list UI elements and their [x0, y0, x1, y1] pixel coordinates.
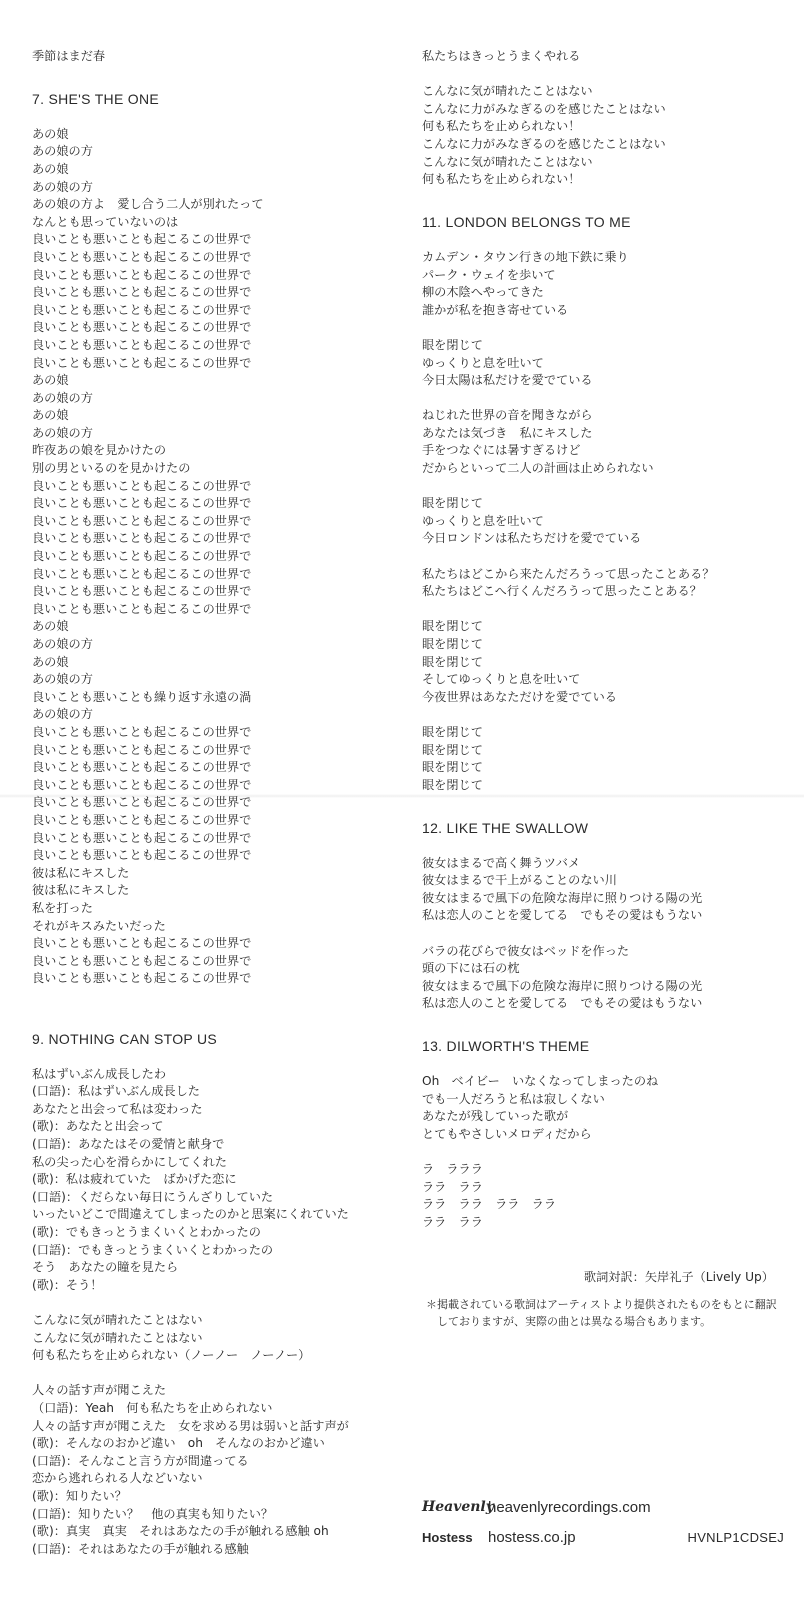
- stanza-gap: [422, 548, 782, 566]
- stanza-gap: [422, 478, 782, 496]
- lyric-line: あの娘の方: [32, 179, 93, 194]
- lyric-line: 良いことも悪いことも起こるこの世界で: [32, 953, 252, 968]
- lyric-line: 良いことも悪いことも起こるこの世界で: [32, 302, 252, 317]
- lyric-line: パーク・ウェイを歩いて: [422, 267, 556, 282]
- lyric-line: ねじれた世界の音を聞きながら: [422, 408, 593, 423]
- lyric-line: 良いことも悪いことも起こるこの世界で: [32, 531, 252, 546]
- lyric-line: こんなに気が晴れたことはない: [422, 84, 593, 99]
- lyric-line: 良いことも悪いことも起こるこの世界で: [32, 777, 252, 792]
- stanza-gap: [32, 1365, 402, 1383]
- lyric-line: 今夜世界はあなただけを愛でている: [422, 689, 617, 704]
- lyric-line: 眼を閉じて: [422, 724, 483, 739]
- lyric-line: なんとも思っていないのは: [32, 214, 179, 229]
- lyric-line: ララ ララ: [422, 1214, 483, 1229]
- lyric-line: あの娘の方: [32, 425, 93, 440]
- lyric-line: 恋から逃れられる人などいない: [32, 1471, 203, 1486]
- stanza-gap: [422, 925, 782, 943]
- lyric-line: 良いことも悪いことも起こるこの世界で: [32, 812, 252, 827]
- lyric-line: あなたと出会って私は変わった: [32, 1101, 203, 1116]
- heavenly-url[interactable]: heavenlyrecordings.com: [488, 1498, 651, 1516]
- lyric-line: あの娘の方: [32, 637, 93, 651]
- lyric-line: 私は恋人のことを愛してる でもその愛はもうない: [422, 996, 703, 1011]
- stanza-gap: [422, 1143, 782, 1161]
- lyric-line: 良いことも悪いことも起こるこの世界で: [32, 355, 252, 370]
- lyric-line: (口語)：あなたはその愛情と献身で: [32, 1137, 225, 1152]
- song-title: 12. LIKE THE SWALLOW: [422, 819, 589, 836]
- hostess-row: [422, 1522, 784, 1552]
- lyric-line: ラ ラララ: [422, 1162, 483, 1177]
- lyric-line: 手をつなぐには暑すぎるけど: [422, 443, 581, 458]
- lyric-line: 眼を閉じて: [422, 619, 483, 634]
- lyric-line: (歌)：真実 真実 それはあなたの手が触れる感触 oh: [32, 1524, 329, 1539]
- stanza-gap: [422, 319, 782, 337]
- lyric-line: あなたは気づき 私にキスした: [422, 425, 593, 440]
- lyric-line: 私たちはどこへ行くんだろうって思ったことある？: [422, 584, 702, 599]
- lyric-line: (歌)：私は疲れていた ばかげた恋に: [32, 1172, 237, 1187]
- lyric-line: 季節はまだ春: [32, 49, 106, 63]
- lyric-line: 良いことも悪いことも起こるこの世界で: [32, 566, 252, 581]
- stanza-gap: [422, 189, 782, 207]
- stanza-gap: [32, 1005, 402, 1023]
- lyric-line: 人々の話す声が聞こえた: [32, 1383, 167, 1398]
- lyric-line: あの娘: [32, 619, 69, 634]
- lyric-line: こんなに気が晴れたことはない: [32, 1312, 203, 1327]
- stanza-gap: [32, 66, 402, 84]
- lyric-line: 何も私たちを止められない（ノーノー ノーノー）: [32, 1348, 311, 1363]
- lyric-line: とてもやさしいメロディだから: [422, 1126, 592, 1141]
- lyric-line: 眼を閉じて: [422, 742, 483, 757]
- lyric-line: 私を打った: [32, 900, 93, 915]
- lyric-line: こんなに気が晴れたことはない: [32, 1330, 203, 1345]
- lyric-line: 良いことも悪いことも起こるこの世界で: [32, 320, 252, 335]
- lyric-line: (歌)：そんなのおかど違い oh そんなのおかど違い: [32, 1436, 325, 1451]
- lyric-line: あの娘: [32, 161, 69, 176]
- hostess-logo: Hostess: [422, 1529, 473, 1545]
- stanza-gap: [32, 1294, 402, 1312]
- lyric-line: 彼女はまるで高く舞うツバメ: [422, 855, 581, 870]
- lyric-line: 良いことも悪いことも起こるこの世界で: [32, 267, 252, 282]
- footer: [422, 1492, 784, 1552]
- lyric-line: あの娘の方: [32, 144, 93, 159]
- stanza-gap: [422, 66, 782, 84]
- lyric-line: だからといって二人の計画は止められない: [422, 461, 654, 476]
- lyric-line: 彼女はまるで風下の危険な海岸に照りつける陽の光: [422, 890, 703, 905]
- lyric-line: あの娘: [32, 654, 69, 669]
- lyric-line: 彼女はまるで風下の危険な海岸に照りつける陽の光: [422, 978, 703, 993]
- lyric-line: 眼を閉じて: [422, 337, 483, 352]
- lyric-line: 今日太陽は私だけを愛でている: [422, 373, 593, 388]
- song-title: 11. LONDON BELONGS TO ME: [422, 214, 631, 231]
- lyric-line: (歌)：でもきっとうまくいくとわかったの: [32, 1225, 261, 1239]
- lyric-line: あの娘の方よ 愛し合う二人が別れたって: [32, 197, 264, 212]
- heavenly-row: [422, 1492, 784, 1522]
- lyric-line: あの娘: [32, 126, 69, 141]
- hostess-url[interactable]: hostess.co.jp: [488, 1528, 576, 1546]
- lyric-line: こんなに気が晴れたことはない: [422, 154, 593, 169]
- lyric-line: Oh ベイビー いなくなってしまったのね: [422, 1074, 659, 1089]
- heavenly-logo: Heavenly: [422, 1499, 494, 1515]
- lyrics-column-left: [32, 48, 402, 1558]
- lyric-line: あの娘の方: [32, 672, 93, 687]
- lyric-line: あの娘の方: [32, 707, 93, 722]
- lyric-line: 柳の木陰へやってきた: [422, 285, 544, 300]
- lyric-line: 眼を閉じて: [422, 654, 483, 669]
- lyric-line: こんなに力がみなぎるのを感じたことはない: [422, 136, 666, 151]
- lyric-line: 良いことも悪いことも起こるこの世界で: [32, 285, 252, 300]
- song-title: 9. NOTHING CAN STOP US: [32, 1031, 218, 1048]
- lyric-line: あの娘: [32, 373, 69, 388]
- stanza-gap: [422, 706, 782, 724]
- lyric-line: 昨夜あの娘を見かけたの: [32, 443, 167, 458]
- right-lyrics: [422, 48, 782, 1231]
- lyric-line: 人々の話す声が聞こえた 女を求める男は弱いと話す声が: [32, 1418, 349, 1433]
- lyric-line: (口語)：それはあなたの手が触れる感触: [32, 1541, 249, 1556]
- translation-credit: 歌詞対訳：矢岸礼子（Lively Up）: [583, 1270, 774, 1285]
- lyric-line: 良いことも悪いことも起こるこの世界で: [32, 232, 252, 247]
- lyric-line: 私の尖った心を滑らかにしてくれた: [32, 1154, 227, 1169]
- lyric-line: (口語)：私はずいぶん成長した: [32, 1084, 200, 1099]
- lyric-line: あなたが残していった歌が: [422, 1109, 569, 1124]
- stanza-gap: [422, 794, 782, 812]
- lyric-line: 私はずいぶん成長したわ: [32, 1066, 167, 1081]
- lyric-line: (口語)：くだらない毎日にうんざりしていた: [32, 1189, 274, 1204]
- lyric-line: カムデン・タウン行きの地下鉄に乗り: [422, 249, 629, 264]
- lyric-line: 彼女はまるで干上がることのない川: [422, 873, 617, 888]
- disclaimer-note: ＊掲載されている歌詞はアーティストより提供されたものをもとに翻訳 しておりますが、実際の曲とは異なる場合もあります。: [426, 1298, 777, 1329]
- lyric-line: 良いことも悪いことも起こるこの世界で: [32, 478, 252, 493]
- lyric-line: ゆっくりと息を吐いて: [422, 513, 544, 528]
- song-title: 7. SHE'S THE ONE: [32, 91, 160, 108]
- lyric-line: (口語)：でもきっとうまくいくとわかったの: [32, 1242, 274, 1257]
- lyric-line: (歌)：知りたい？: [32, 1488, 127, 1503]
- lyric-line: 眼を閉じて: [422, 760, 483, 775]
- lyric-line: 良いことも悪いことも起こるこの世界で: [32, 795, 252, 810]
- lyric-line: でも一人だろうと私は寂しくない: [422, 1091, 605, 1106]
- lyric-line: 良いことも悪いことも起こるこの世界で: [32, 971, 252, 986]
- lyric-line: 私たちはきっとうまくやれる: [422, 49, 581, 63]
- lyric-line: 彼は私にキスした: [32, 883, 130, 898]
- lyric-line: あの娘の方: [32, 390, 93, 405]
- lyric-line: 良いことも悪いことも起こるこの世界で: [32, 249, 252, 264]
- lyric-line: バラの花びらで彼女はベッドを作った: [422, 943, 630, 958]
- lyric-line: 眼を閉じて: [422, 777, 483, 792]
- lyric-line: 頭の下には石の枕: [422, 961, 520, 976]
- stanza-gap: [32, 988, 402, 1006]
- lyric-line: 良いことも悪いことも起こるこの世界で: [32, 513, 252, 528]
- lyrics-column-right: [422, 48, 782, 1330]
- lyric-line: (歌)：そう！: [32, 1277, 103, 1292]
- lyric-line: 良いことも悪いことも起こるこの世界で: [32, 337, 252, 352]
- lyric-line: (歌)：あなたと出会って: [32, 1119, 164, 1134]
- lyric-line: 何も私たちを止められない！: [422, 172, 581, 187]
- lyric-line: いったいどこで間違えてしまったのかと思案にくれていた: [32, 1207, 349, 1222]
- lyric-line: 良いことも悪いことも起こるこの世界で: [32, 549, 252, 564]
- lyric-line: （口語)：Yeah 何も私たちを止められない: [32, 1400, 273, 1415]
- stanza-gap: [422, 1013, 782, 1031]
- lyric-line: 何も私たちを止められない！: [422, 119, 581, 134]
- lyric-line: 私たちはどこから来たんだろうって思ったことある？: [422, 566, 715, 581]
- catalog-number: HVNLP1CDSEJ: [687, 1529, 784, 1545]
- lyric-line: 誰かが私を抱き寄せている: [422, 302, 569, 317]
- lyric-line: 今日ロンドンは私たちだけを愛でている: [422, 531, 642, 546]
- lyric-line: ララ ララ: [422, 1179, 483, 1194]
- song-title: 13. DILWORTH'S THEME: [422, 1038, 590, 1055]
- lyric-line: 良いことも悪いことも起こるこの世界で: [32, 724, 252, 739]
- lyric-line: 良いことも悪いことも起こるこの世界で: [32, 830, 252, 845]
- stanza-gap: [422, 601, 782, 619]
- lyric-line: 別の男といるのを見かけたの: [32, 461, 191, 476]
- lyric-line: 眼を閉じて: [422, 637, 483, 651]
- stanza-gap: [422, 390, 782, 408]
- lyric-line: それがキスみたいだった: [32, 918, 166, 933]
- lyric-line: ゆっくりと息を吐いて: [422, 355, 544, 370]
- lyric-line: そしてゆっくりと息を吐いて: [422, 672, 581, 687]
- lyric-line: (口語)：そんなこと言う方が間違ってる: [32, 1453, 249, 1468]
- lyric-line: 良いことも悪いことも繰り返す永遠の渦: [32, 689, 252, 704]
- lyric-line: 良いことも悪いことも起こるこの世界で: [32, 742, 252, 757]
- lyric-line: 良いことも悪いことも起こるこの世界で: [32, 601, 252, 616]
- lyric-line: ララ ララ ララ ララ: [422, 1197, 557, 1212]
- lyric-line: (口語)：知りたい？ 他の真実も知りたい？: [32, 1506, 274, 1521]
- lyric-line: あの娘: [32, 408, 69, 423]
- lyric-line: 私は恋人のことを愛してる でもその愛はもうない: [422, 908, 703, 923]
- lyric-line: こんなに力がみなぎるのを感じたことはない: [422, 101, 666, 116]
- lyric-line: 良いことも悪いことも起こるこの世界で: [32, 496, 252, 511]
- lyric-line: そう あなたの瞳を見たら: [32, 1260, 179, 1275]
- lyric-line: 良いことも悪いことも起こるこの世界で: [32, 584, 252, 599]
- lyric-line: 彼は私にキスした: [32, 865, 130, 880]
- lyric-line: 良いことも悪いことも起こるこの世界で: [32, 936, 252, 951]
- lyric-line: 眼を閉じて: [422, 496, 483, 511]
- lyric-line: 良いことも悪いことも起こるこの世界で: [32, 760, 252, 775]
- lyric-line: 良いことも悪いことも起こるこの世界で: [32, 848, 252, 863]
